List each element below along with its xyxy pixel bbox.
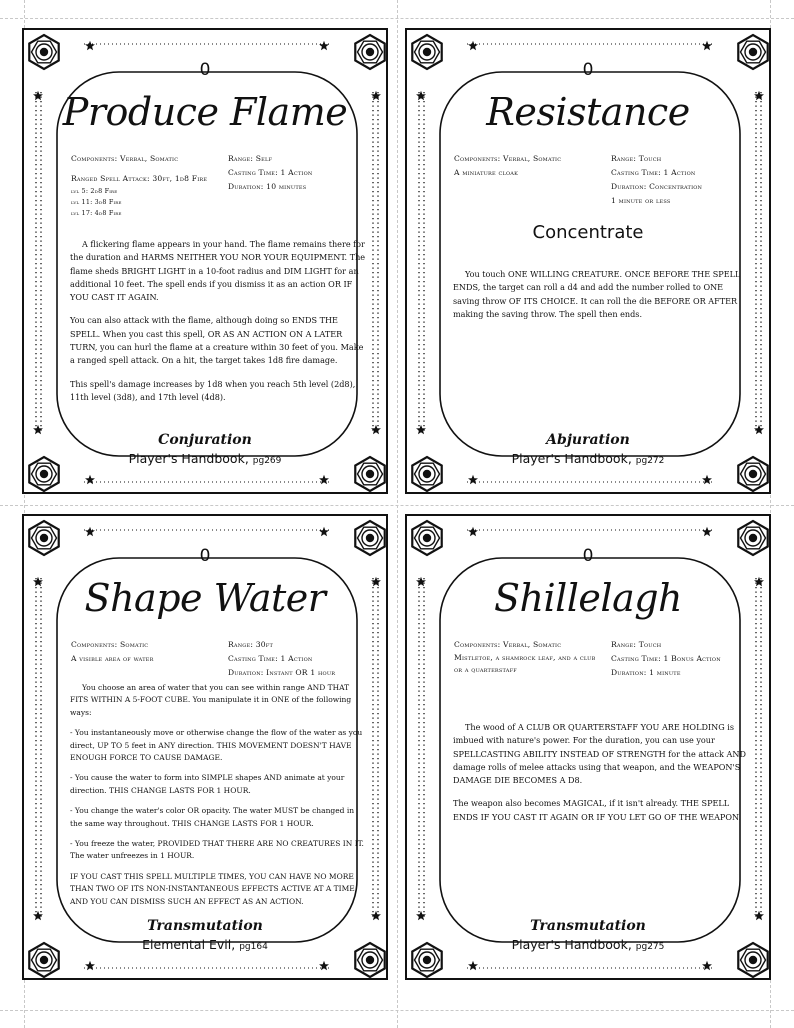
- star-ornament: [468, 527, 478, 536]
- spell-meta-left: [454, 152, 604, 180]
- star-ornament: [468, 961, 478, 970]
- star-ornament: [33, 91, 43, 100]
- range: Range: Self: [228, 154, 273, 163]
- spell-meta-right: [228, 638, 368, 680]
- spell-school: Conjuration: [158, 432, 252, 448]
- description-paragraph: You touch ONE WILLING CREATURE. ONCE BEFORE THE SPELL ENDS, the target can roll a d4 and add the number rolled to ONE saving throw OF ITS CHOICE. It can roll the die BEFORE OR AFTER making the saving throw. The spell then ends.: [453, 269, 741, 319]
- description-paragraph: The weapon also becomes MAGICAL, if it isn't already. THE SPELL ENDS IF YOU CAST IT AGAIN OR IF YOU LET GO OF THE WEAPON.: [453, 798, 742, 822]
- spell-meta-left: [71, 152, 221, 219]
- cut-guide: [397, 0, 398, 1028]
- spell-name: Resistance: [486, 90, 690, 134]
- star-ornament: [468, 475, 478, 484]
- star-ornament: [33, 577, 43, 586]
- star-ornament: [85, 41, 95, 50]
- spell-school: Abjuration: [546, 432, 630, 448]
- description-paragraph: - You change the water's color OR opacity. The water MUST be changed in the same way throughout. THIS CHANGE LASTS FOR 1 HOUR.: [70, 806, 355, 828]
- components: Components: Verbal, Somatic: [454, 640, 562, 649]
- source-book: Player's Handbook,: [511, 451, 632, 466]
- star-ornament: [319, 41, 329, 50]
- spell-name: Shape Water: [84, 576, 326, 620]
- star-ornament: [85, 475, 95, 484]
- duration: Duration: Concentration: [611, 182, 703, 191]
- scaling-11: lvl 11: 3d8 Fire: [71, 198, 122, 206]
- description-paragraph: - You freeze the water, PROVIDED THAT THERE ARE NO CREATURES IN IT. The water unfreezes in 1 HOUR.: [70, 839, 364, 861]
- material: Mistletoe, a shamrock leaf, and a club or a quarterstaff: [454, 653, 596, 674]
- scaling-17: lvl 17: 4d8 Fire: [71, 209, 122, 217]
- duration-extra: 1 minute or less: [611, 196, 671, 205]
- scaling-5: lvl 5: 2d8 Fire: [71, 187, 118, 195]
- star-ornament: [85, 961, 95, 970]
- casting-time: Casting Time: 1 Action: [611, 168, 696, 177]
- star-ornament: [319, 475, 329, 484]
- spell-card: [405, 514, 771, 980]
- description-paragraph: You can also attack with the flame, although doing so ENDS THE SPELL. When you cast this spell, OR AS AN ACTION ON A LATER TURN, you can hurl the flame at a creature within 30 feet of you. Make a ranged spell attack. On a hit, the target takes 1d8 fire damage.: [70, 315, 364, 366]
- spell-description: [70, 238, 366, 414]
- spell-level: 0: [199, 546, 211, 566]
- spell-source: [24, 451, 386, 466]
- casting-time: Casting Time: 1 Action: [228, 654, 313, 663]
- spell-level: 0: [199, 60, 211, 80]
- cut-guide: [0, 505, 794, 506]
- description-paragraph: A flickering flame appears in your hand. The flame remains there for the duration and HARMS NEITHER YOU NOR YOUR EQUIPMENT. The flame sheds BRIGHT LIGHT in a 10-foot radius and DIM LIGHT for an additional 10 feet. The spell ends if you dismiss it as an action OR IF YOU CAST IT AGAIN.: [70, 239, 366, 303]
- concentrate-label: Concentrate: [532, 222, 644, 243]
- star-ornament: [416, 577, 426, 586]
- duration: Duration: Instant OR 1 hour: [228, 668, 336, 677]
- range: Range: 30ft: [228, 640, 273, 649]
- description-paragraph: IF YOU CAST THIS SPELL MULTIPLE TIMES, YOU CAN HAVE NO MORE THAN TWO OF ITS NON-INSTANTANEOUS EFFECTS ACTIVE AT A TIME, AND YOU CAN DISMISS SUCH AN EFFECT AS AN ACTION.: [70, 871, 358, 906]
- star-ornament: [468, 41, 478, 50]
- spell-source: [24, 937, 386, 952]
- spell-source: [407, 451, 769, 466]
- attack: Ranged Spell Attack: 30ft, 1d8 Fire: [71, 174, 208, 183]
- description-paragraph: - You cause the water to form into SIMPLE shapes AND animate at your direction. THIS CHANGE LASTS FOR 1 HOUR.: [70, 773, 345, 795]
- material: A visible area of water: [71, 654, 154, 663]
- source-book: Player's Handbook,: [128, 451, 249, 466]
- spell-card: [405, 28, 771, 494]
- description-paragraph: You choose an area of water that you can see within range AND THAT FITS WITHIN A 5-FOOT CUBE. You manipulate it in ONE of the following ways:: [70, 683, 352, 717]
- cut-guide: [0, 18, 794, 19]
- range: Range: Touch: [611, 154, 662, 163]
- star-ornament: [319, 961, 329, 970]
- source-page: pg164: [239, 942, 268, 952]
- spell-description: [453, 268, 749, 331]
- spell-card: [22, 28, 388, 494]
- star-ornament: [85, 527, 95, 536]
- range: Range: Touch: [611, 640, 662, 649]
- source-book: Player's Handbook,: [511, 937, 632, 952]
- spell-name: Produce Flame: [62, 90, 348, 134]
- source-page: pg272: [635, 456, 665, 466]
- star-ornament: [702, 961, 712, 970]
- duration: Duration: 10 minutes: [228, 182, 307, 191]
- star-ornament: [754, 577, 764, 586]
- components: Components: Verbal, Somatic: [71, 154, 179, 163]
- star-ornament: [702, 527, 712, 536]
- description-paragraph: This spell's damage increases by 1d8 when you reach 5th level (2d8), 11th level (3d8), and 17th level (4d8).: [70, 378, 356, 402]
- spell-description: [70, 682, 366, 916]
- spell-meta-left: [71, 638, 221, 666]
- components: Components: Somatic: [71, 640, 149, 649]
- spell-meta-left: [454, 638, 604, 676]
- spell-level: 0: [582, 546, 594, 566]
- source-page: pg269: [252, 456, 282, 466]
- casting-time: Casting Time: 1 Action: [228, 168, 313, 177]
- material: A miniature cloak: [454, 168, 519, 177]
- spell-name: Shillelagh: [493, 576, 683, 620]
- spell-card: [22, 514, 388, 980]
- duration: Duration: 1 minute: [611, 668, 681, 677]
- spell-school: Transmutation: [530, 918, 646, 934]
- spell-description: [453, 721, 749, 834]
- spell-source: [407, 937, 769, 952]
- star-ornament: [702, 475, 712, 484]
- star-ornament: [319, 527, 329, 536]
- source-page: pg275: [635, 942, 665, 952]
- spell-meta-right: [611, 638, 751, 680]
- source-book: Elemental Evil,: [142, 937, 236, 952]
- star-ornament: [702, 41, 712, 50]
- description-paragraph: - You instantaneously move or otherwise change the flow of the water as you direct, UP TO 5 feet in ANY direction. THIS MOVEMENT DOESN'T HAVE ENOUGH FORCE TO CAUSE DAMAGE.: [70, 728, 363, 763]
- star-ornament: [371, 91, 381, 100]
- description-paragraph: The wood of A CLUB OR QUARTERSTAFF YOU ARE HOLDING is imbued with nature's power. For the duration, you can use your SPELLCASTING ABILITY INSTEAD OF STRENGTH for the attack AND damage rolls of melee attacks using that weapon, and the WEAPON'S DAMAGE DIE BECOMES A D8.: [453, 722, 746, 786]
- spell-school: Transmutation: [147, 918, 263, 934]
- spell-meta-right: [228, 152, 368, 194]
- components: Components: Verbal, Somatic: [454, 154, 562, 163]
- casting-time: Casting Time: 1 Bonus Action: [611, 654, 721, 663]
- star-ornament: [754, 91, 764, 100]
- spell-meta-right: [611, 152, 751, 208]
- spell-level: 0: [582, 60, 594, 80]
- star-ornament: [371, 577, 381, 586]
- star-ornament: [416, 91, 426, 100]
- cut-guide: [0, 1010, 794, 1011]
